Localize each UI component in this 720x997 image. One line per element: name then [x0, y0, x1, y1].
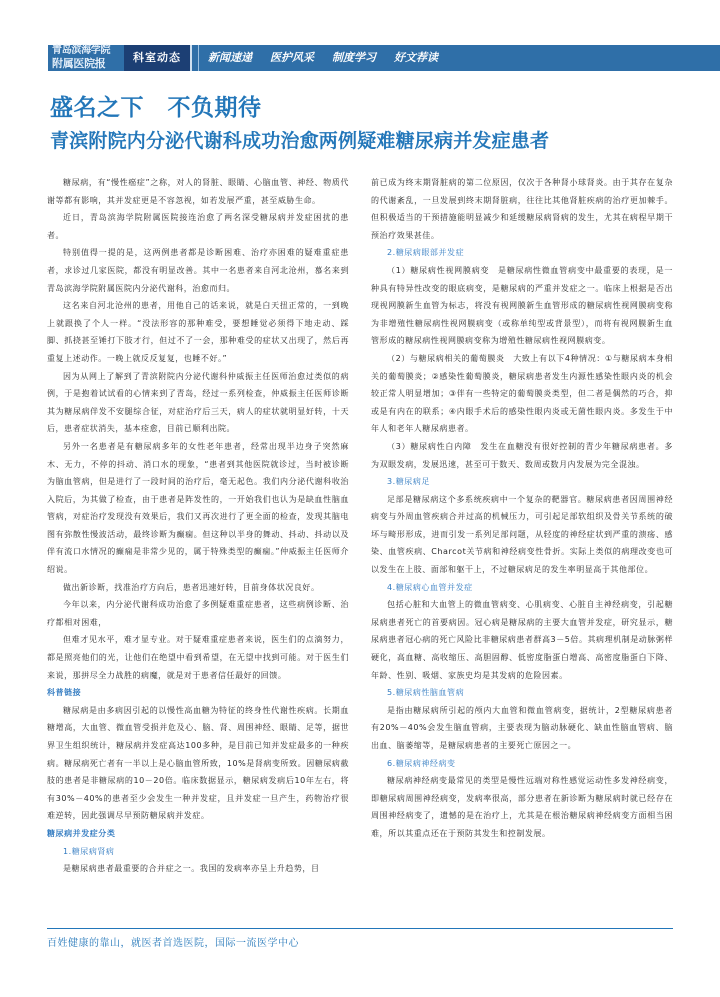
- article-title-area: [50, 92, 690, 158]
- header-tab: 医护风采: [270, 51, 314, 64]
- subsection-heading: 1.糖尿病肾病: [63, 846, 115, 856]
- article-column-right: [371, 174, 673, 843]
- body-paragraph: 包括心脏和大血管上的微血管病变、心肌病变、心脏自主神经病变，引起糖尿病患者死亡的首要病因。冠心病是糖尿病的主要大血管并发症，研究显示，糖尿病患者冠心病的死亡风险比非糖尿病患者群高3－5倍。其病理机制是动脉粥样硬化，高血糖、高收缩压、高胆固醇、低密度脂蛋白增高、高密度脂蛋白下降、年龄、性别、吸烟、家族史均是其发病的危险因素。: [371, 600, 673, 680]
- body-paragraph: 特别值得一提的是，这两例患者都是诊断困难、治疗亦困难的疑难重症患者，求诊过几家医院，都没有明显改善。其中一名患者来自河北沧州，慕名来到青岛滨海学院附属医院内分泌代谢科，治愈而归。: [47, 248, 349, 293]
- body-paragraph: （2）与糖尿病相关的葡萄膜炎 大致上有以下4种情况：①与糖尿病本身相关的葡萄膜炎；②感染性葡萄膜炎，糖尿病患者发生内源性感染性眼内炎的机会较正常人明显增加；③伴有一些特定的葡萄膜炎类型，但二者是偶然的巧合，抑或是有内在的联系；④内眼手术后的感染性眼内炎或无菌性眼内炎。多发生于中年人和老年人糖尿病患者。: [371, 353, 673, 434]
- body-paragraph: 是糖尿病患者最重要的合并症之一。我国的发病率亦呈上升趋势，目: [63, 864, 320, 874]
- article-column-left: [47, 174, 349, 878]
- header-tab: 好文荐读: [394, 51, 438, 64]
- header-tab: 新闻速递: [198, 45, 261, 71]
- body-paragraph: 近日，青岛滨海学院附属医院接连治愈了两名深受糖尿病并发症困扰的患者。: [47, 213, 349, 240]
- header-tabs: [198, 45, 447, 71]
- subsection-heading: 2.糖尿病眼部并发症: [387, 248, 465, 258]
- article-subheadline: 青滨附院内分泌代谢科成功治愈两例疑难糖尿病并发症患者: [50, 130, 550, 152]
- logo-line-2: 附属医院报: [52, 57, 106, 70]
- header-tab: 制度学习: [332, 51, 376, 64]
- subsection-heading: 5.糖尿病性脑血管病: [387, 688, 465, 698]
- body-paragraph: 因为从网上了解到了青滨附院内分泌代谢科仲威振主任医师治愈过类似的病例，于是抱着试试看的心情来到了青岛，经过一系列检查，仲威振主任医师诊断其为糖尿病伴发不安腿综合征，对症治疗后三天，病人的症状就明显好转，十天后，患者症状消失，基本痊愈，目前已顺利出院。: [47, 371, 349, 434]
- footer-divider: [47, 928, 673, 929]
- body-paragraph: 前已成为终末期肾脏病的第二位原因，仅次于各种肾小球肾炎。由于其存在复杂的代谢紊乱，一旦发展到终末期肾脏病，往往比其他肾脏疾病的治疗更加棘手。但积极适当的干预措施能明显减少和延缓糖尿病肾病的发生，尤其在病程早期干预治疗效果甚佳。: [371, 178, 673, 240]
- body-paragraph: 糖尿病是由多病因引起的以慢性高血糖为特征的终身性代谢性疾病。长期血糖增高，大血管、微血管受损并危及心、脑、肾、周围神经、眼睛、足等，据世界卫生组织统计，糖尿病并发症高达100多种，是目前已知并发症最多的一种疾病。糖尿病死亡者有一半以上是心脑血管所致，10%是肾病变所致。因糖尿病截肢的患者是非糖尿病的10－20倍。临床数据显示，糖尿病发病后10年左右，将有30%－40%的患者至少会发生一种并发症，且并发症一旦产生，药物治疗很难逆转，因此强调尽早预防糖尿病并发症。: [47, 705, 349, 821]
- article-headline: 盛名之下 不负期待: [50, 95, 262, 121]
- body-paragraph: 足部是糖尿病这个多系统疾病中一个复杂的靶器官。糖尿病患者因周围神经病变与外周血管疾病合并过高的机械压力，可引起足部软组织及骨关节系统的破坏与畸形形成，进而引发一系列足部问题，从轻度的神经症状到严重的溃疡、感染、血管疾病、Charcot关节病和神经病变性骨折。实际上类似的病理改变也可以发生在上肢、面部和躯干上，不过糖尿病足的发生率明显高于其他部位。: [371, 494, 673, 575]
- body-paragraph: 这名来自河北沧州的患者，用他自己的话来说，就是白天扭正常的，一到晚上就跟换了个人一样。“没法形容的那种难受，要想睡觉必须得下地走动、踩脚、抓挠甚至锤打下肢才行，但过不了一会，那种难受的症状又出现了，然后再重复上述动作。一晚上就反反复复，也睡不好。”: [47, 301, 349, 363]
- body-paragraph: （1）糖尿病性视网膜病变 是糖尿病性微血管病变中最重要的表现，是一种具有特异性改变的眼底病变，是糖尿病的严重并发症之一。临床上根据是否出现视网膜新生血管为标志，将没有视网膜新生血管形成的糖尿病性视网膜病变称为非增殖性糖尿病性视网膜病变（或称单纯型或背景型），而将有视网膜新生血管形成的糖尿病性视网膜病变称为增殖性糖尿病性视网膜病变。: [371, 265, 673, 346]
- body-paragraph: 是指由糖尿病所引起的颅内大血管和微血管病变，据统计，2型糖尿病患者有20%－40%会发生脑血管病，主要表现为脑动脉硬化、缺血性脑血管病、脑出血、脑萎缩等，是糖尿病患者的主要死亡原因之一。: [371, 705, 673, 750]
- newspaper-logo: [52, 44, 118, 70]
- subsection-heading: 6.糖尿病神经病变: [387, 758, 456, 768]
- section-label: 科室动态: [124, 45, 192, 71]
- body-paragraph: 另外一名患者是有糖尿病多年的女性老年患者，经常出现半边身子突然麻木、无力，不停的抖动、消口水的现象，“患者到其他医院就诊过，当时被诊断为脑血管病，但是进行了一段时间的治疗后，毫无起色。我们内分泌代谢科收治入院后，为其做了检查，由于患者是阵发性的，一开始我们也认为是缺血性脑血管病，对症治疗发现没有效果后，我们又再次进行了更全面的检查，发现其脑电图有弥散性慢波活动，最终诊断为癫痫。但这种以半身的舞动、抖动、抖动以及伴有流口水情况的癫痫是非常少见的，属于特殊类型的癫痫。”仲威振主任医师介绍说。: [47, 441, 349, 575]
- logo-line-1: 青岛滨海学院: [52, 45, 111, 56]
- body-paragraph: 糖尿病，有“慢性癌症”之称，对人的肾脏、眼睛、心脑血管、神经、物质代谢等都有影响，其并发症更是不容忽视，如若发展严重，甚至威胁生命。: [47, 178, 349, 205]
- body-paragraph: （3）糖尿病性白内障 发生在血糖没有很好控制的青少年糖尿病患者。多为双眼发病，发展迅速，甚至可于数天、数周或数月内发展为完全混浊。: [371, 441, 673, 469]
- subsection-heading: 4.糖尿病心血管并发症: [387, 582, 473, 592]
- body-paragraph: 但难才见水平，难才显专业。对于疑难重症患者来说，医生们的点滴努力，都是照亮他们的光，让他们在绝望中看到希望，在无望中找到可能。对于医生们来说，那拼尽全力战胜的病魔，就是对于患者信任最好的回馈。: [47, 635, 349, 680]
- section-heading: 糖尿病并发症分类: [47, 828, 116, 838]
- section-heading: 科普链接: [47, 688, 82, 698]
- subsection-heading: 3.糖尿病足: [387, 477, 430, 487]
- page-header: [0, 0, 720, 80]
- footer-slogan: 百姓健康的靠山，就医者首选医院，国际一流医学中心: [47, 938, 299, 949]
- body-paragraph: 今年以来，内分泌代谢科成功治愈了多例疑难重症患者，这些病例诊断、治疗都相对困难，: [47, 600, 349, 627]
- body-paragraph: 做出新诊断，找准治疗方向后，患者迅速好转，目前身体状况良好。: [63, 582, 320, 592]
- body-paragraph: 糖尿病神经病变最常见的类型是慢性远端对称性感觉运动性多发神经病变，即糖尿病周围神经病变，发病率很高，部分患者在新诊断为糖尿病时就已经存在周围神经病变了，遗憾的是在治疗上，尤其是在根治糖尿病神经病变方面相当困难，所以其重点还在于预防其发生和控制发展。: [371, 776, 673, 838]
